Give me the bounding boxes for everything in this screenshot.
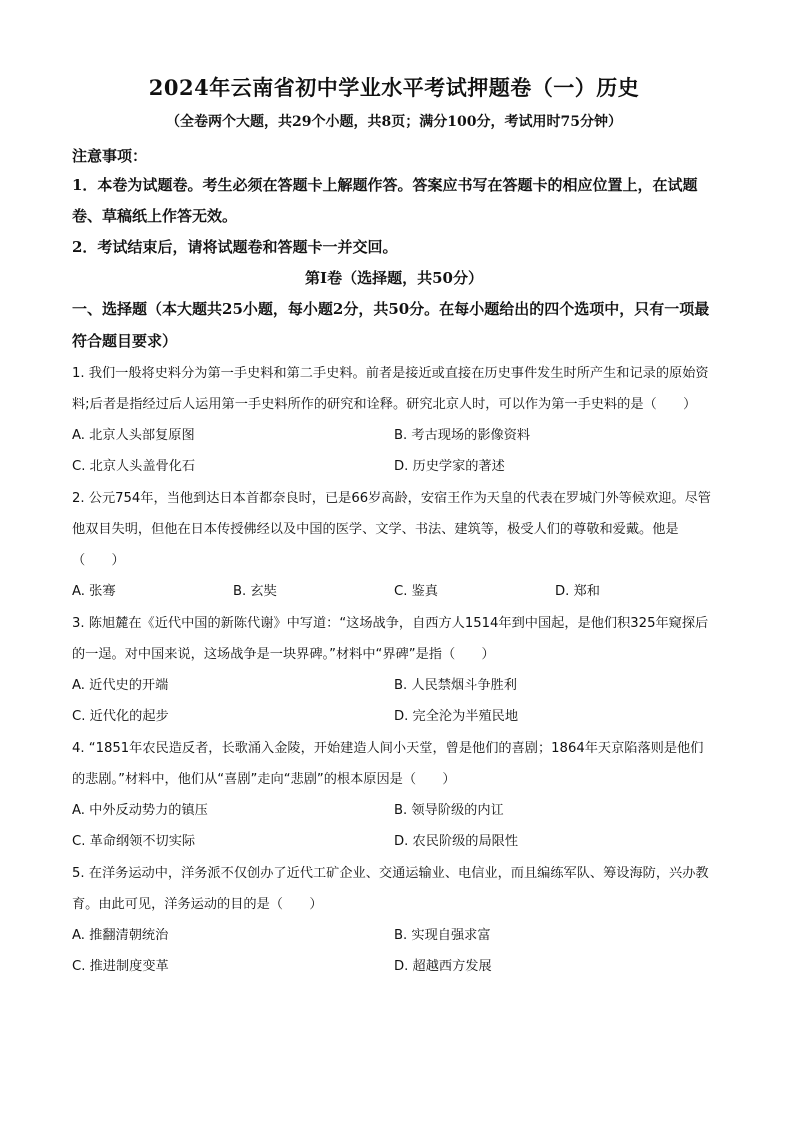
question-1 xyxy=(72,358,716,482)
option-b: B. 领导阶级的内讧 xyxy=(394,803,504,818)
option-a: A. 中外反动势力的镇压 xyxy=(72,803,208,818)
option-c: C. 近代化的起步 xyxy=(72,709,169,724)
option-d: D. 超越西方发展 xyxy=(394,959,492,974)
option-b: B. 人民禁烟斗争胜利 xyxy=(394,678,517,693)
option-a: A. 推翻清朝统治 xyxy=(72,928,169,943)
option-c: C. 推进制度变革 xyxy=(72,959,169,974)
option-c: C. 北京人头盖骨化石 xyxy=(72,459,196,474)
options-list xyxy=(72,576,716,607)
exam-subtitle: （全卷两个大题，共29个小题，共8页；满分100分，考试用时75分钟） xyxy=(166,114,622,130)
question-stem: 3. 陈旭麓在《近代中国的新陈代谢》中写道：“这场战争，自西方人1514年到中国起，是他们积325年窥探后的一逞。对中国来说，这场战争是一块界碑。”材料中“界碑”是指（ ） xyxy=(72,616,709,662)
note-item-1: 1．本卷为试题卷。考生必须在答题卡上解题作答。答案应书写在答题卡的相应位置上，在试题卷、草稿纸上作答无效。 xyxy=(72,176,698,225)
option-c: C. 革命纲领不切实际 xyxy=(72,834,196,849)
question-stem: 2. 公元754年，当他到达日本首都奈良时，已是66岁高龄，安宿王作为天皇的代表在罗城门外等候欢迎。尽管他双目失明，但他在日本传授佛经以及中国的医学、文学、书法、建筑等，极受人们的尊敬和爱戴。他是（ ） xyxy=(72,491,711,568)
options-list xyxy=(72,670,716,732)
option-d: D. 历史学家的著述 xyxy=(394,459,505,474)
option-b: B. 实现自强求富 xyxy=(394,928,491,943)
option-a: A. 张骞 xyxy=(72,584,116,599)
part-title: 第Ⅰ卷（选择题，共50分） xyxy=(305,269,483,287)
options-list xyxy=(72,795,716,857)
option-a: A. 北京人头部复原图 xyxy=(72,428,195,443)
notes-heading: 注意事项： xyxy=(72,147,148,165)
section-title: 一、选择题（本大题共25小题，每小题2分，共50分。在每小题给出的四个选项中，只有一项最符合题目要求） xyxy=(72,300,710,350)
question-stem: 1. 我们一般将史料分为第一手史料和第二手史料。前者是接近或直接在历史事件发生时所产生和记录的原始资料;后者是指经过后人运用第一手史料所作的研究和诠释。研究北京人时，可以作为第一手史料的是（ ） xyxy=(72,366,709,412)
option-b: B. 玄奘 xyxy=(233,584,277,599)
options-list xyxy=(72,920,716,982)
exam-title: 2024年云南省初中学业水平考试押题卷（一）历史 xyxy=(148,75,640,100)
question-stem: 5. 在洋务运动中，洋务派不仅创办了近代工矿企业、交通运输业、电信业，而且编练军队、筹设海防，兴办教育。由此可见，洋务运动的目的是（ ） xyxy=(72,866,709,912)
question-4 xyxy=(72,733,716,857)
options-list xyxy=(72,420,716,482)
option-a: A. 近代史的开端 xyxy=(72,678,169,693)
question-stem: 4. “1851年农民造反者，长歌涌入金陵，开始建造人间小天堂，曾是他们的喜剧；1864年天京陷落则是他们的悲剧。”材料中，他们从“喜剧”走向“悲剧”的根本原因是（ ） xyxy=(72,741,704,787)
question-5 xyxy=(72,858,716,982)
option-d: D. 完全沦为半殖民地 xyxy=(394,709,519,724)
question-3 xyxy=(72,608,716,732)
option-d: D. 农民阶级的局限性 xyxy=(394,834,519,849)
option-c: C. 鉴真 xyxy=(394,584,438,599)
option-d: D. 郑和 xyxy=(555,584,600,599)
option-b: B. 考古现场的影像资料 xyxy=(394,428,531,443)
question-2 xyxy=(72,483,716,607)
note-item-2: 2．考试结束后，请将试题卷和答题卡一并交回。 xyxy=(72,238,398,256)
